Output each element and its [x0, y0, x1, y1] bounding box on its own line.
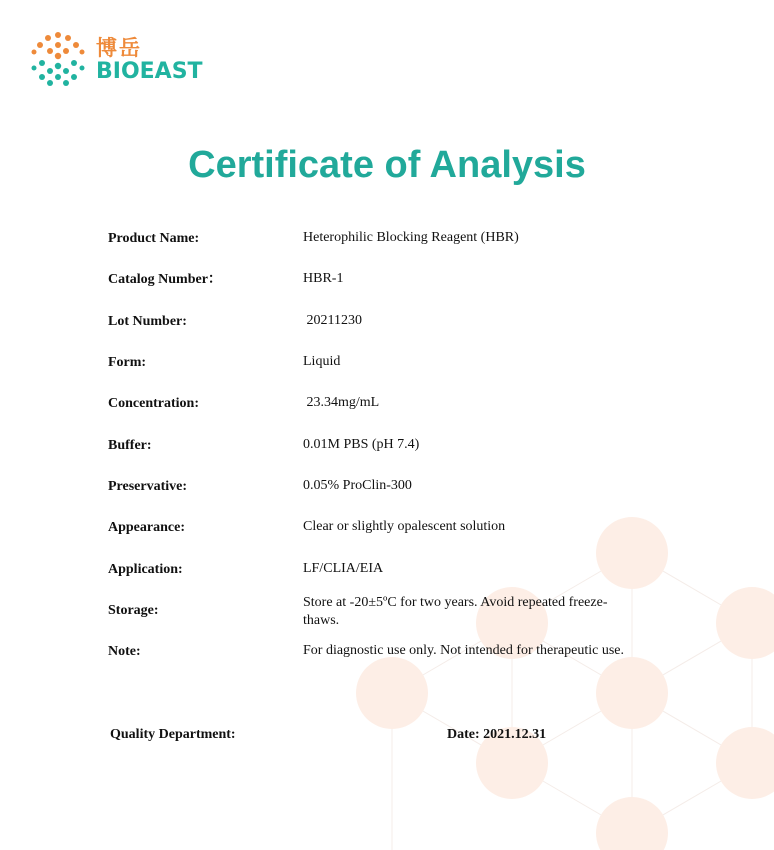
field-value: HBR-1	[303, 271, 344, 286]
field-label: Form:	[108, 355, 147, 370]
field-label: Catalog Number：	[108, 272, 222, 287]
field-label: Appearance:	[108, 520, 185, 535]
field-value: For diagnostic use only. Not intended for therapeutic use.	[303, 643, 625, 658]
logo-dots-icon	[30, 30, 86, 88]
logo-english-name: BIOEAST	[96, 59, 203, 84]
field-value: Clear or slightly opalescent solution	[303, 519, 506, 534]
field-label: Application:	[108, 562, 183, 577]
field-label: Concentration:	[108, 396, 199, 411]
company-logo	[30, 30, 210, 92]
field-label: Lot Number:	[108, 314, 187, 329]
field-label: Note:	[108, 644, 141, 659]
quality-department-label: Quality Department:	[110, 727, 236, 742]
field-value: Liquid	[303, 354, 341, 369]
logo-chinese-name: 博岳	[96, 36, 142, 60]
field-label: Preservative:	[108, 479, 188, 494]
field-value: 20211230	[303, 313, 362, 328]
page-title: Certificate of Analysis	[188, 144, 586, 186]
field-value: 0.01M PBS (pH 7.4)	[303, 437, 420, 452]
field-label: Storage:	[108, 603, 159, 618]
field-value: Store at -20±5ºC for two years. Avoid repeated freeze-thaws.	[303, 595, 608, 628]
field-value: Heterophilic Blocking Reagent (HBR)	[303, 230, 519, 245]
field-label: Product Name:	[108, 231, 200, 246]
field-value: LF/CLIA/EIA	[303, 561, 384, 576]
field-label: Buffer:	[108, 438, 152, 453]
field-value: 0.05% ProClin-300	[303, 478, 412, 493]
field-value: 23.34mg/mL	[303, 395, 380, 410]
date-label: Date: 2021.12.31	[447, 727, 547, 742]
